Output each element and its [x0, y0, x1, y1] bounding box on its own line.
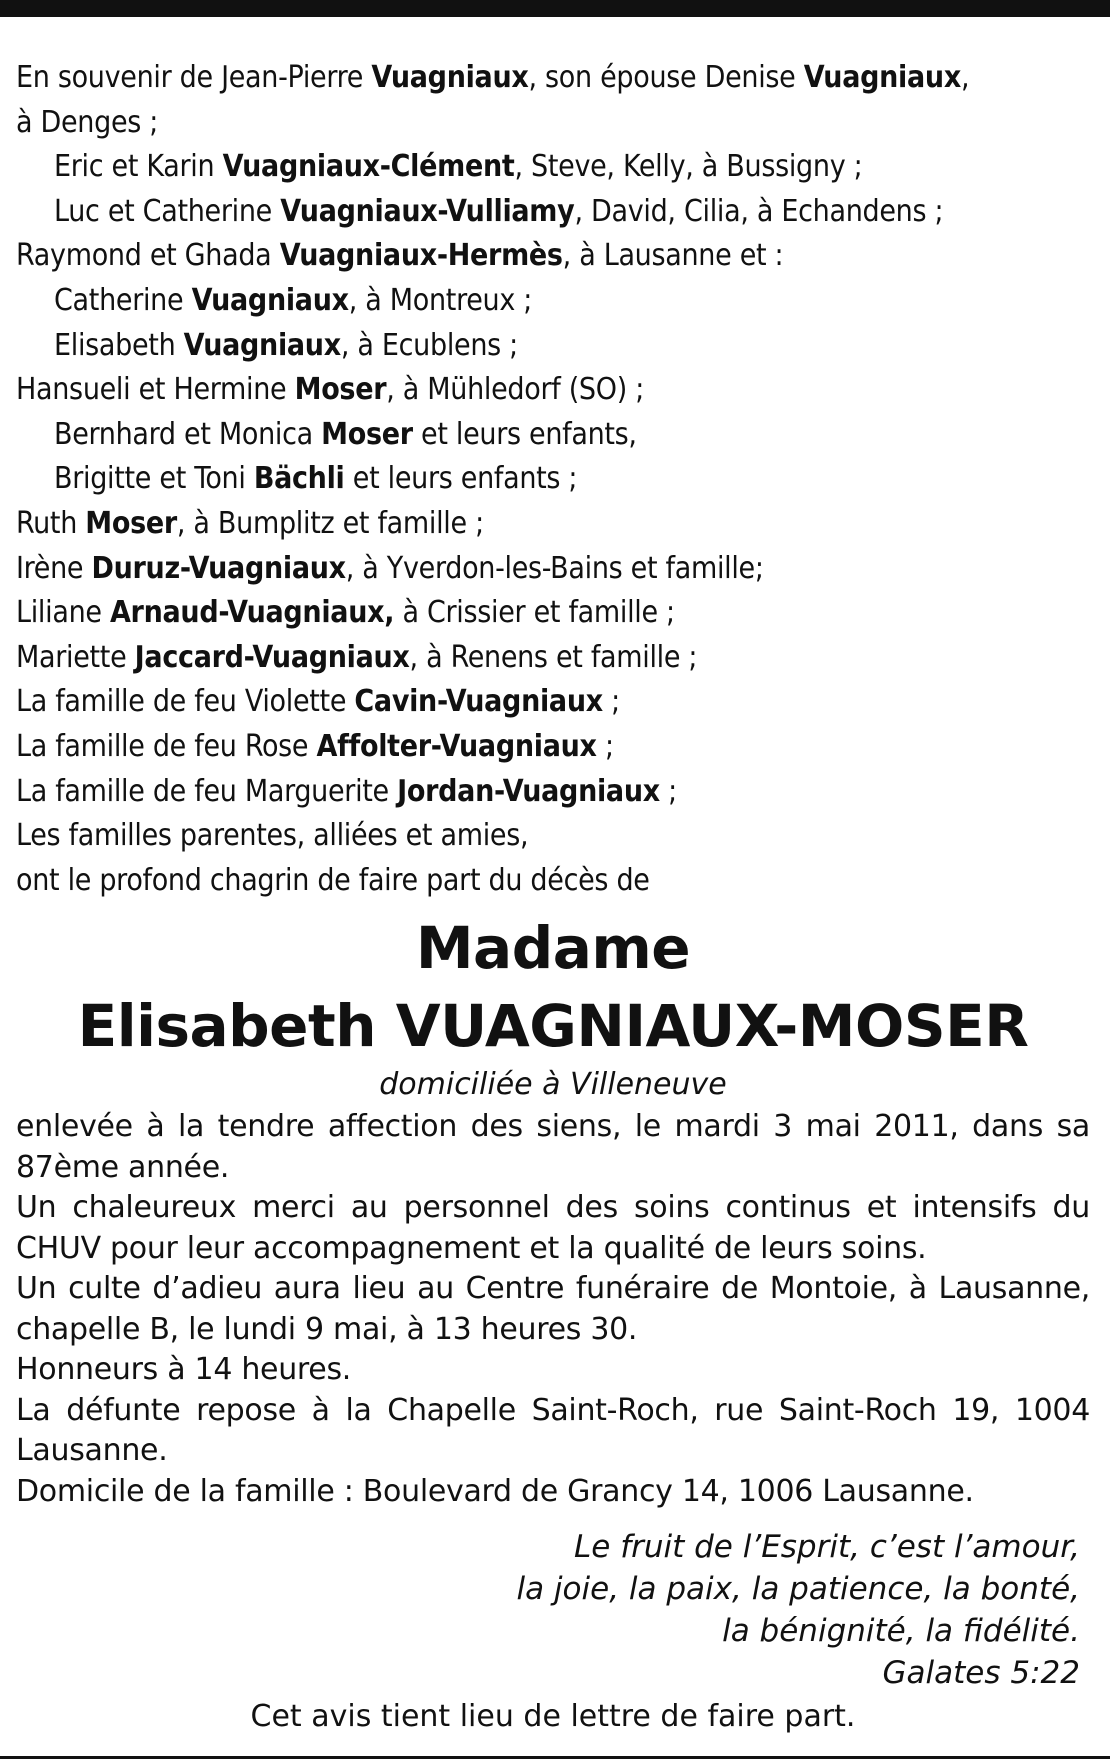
family-given-names: Catherine [54, 282, 192, 318]
verse-reference: Galates 5:22 [882, 1655, 1080, 1692]
family-details: ; [602, 684, 620, 720]
family-given-names: Brigitte et Toni [54, 461, 254, 497]
family-line [16, 725, 1090, 770]
family-name: Vuagniaux [803, 60, 961, 95]
family-details: ; [596, 728, 614, 764]
family-given-names: La famille de feu Rose [16, 728, 317, 764]
family-line [16, 636, 1090, 681]
repose-paragraph: La défunte repose à la Chapelle Saint-Roch, rue Saint-Roch 19, 1004 Lausanne. [16, 1392, 1090, 1469]
family-details: , à Mühledorf (SO) ; [386, 372, 645, 408]
verse-line: la joie, la paix, la patience, la bonté, [516, 1571, 1080, 1608]
family-name: Moser [321, 416, 413, 452]
service-paragraph: Un culte d’adieu aura lieu au Centre funéraire de Montoie, à Lausanne, chapelle B, le lundi 9 mai, à 13 heures 30. [16, 1271, 1090, 1347]
family-line [16, 413, 1090, 458]
family-details: , à Lausanne et : [562, 238, 784, 274]
deceased-name: Elisabeth VUAGNIAUX-MOSER [77, 992, 1029, 1061]
obituary-notice [16, 56, 1090, 1738]
family-details: , à Ecublens ; [340, 327, 518, 363]
family-given-names: Hansueli et Hermine [16, 372, 295, 408]
family-given-names: Ruth [16, 505, 86, 541]
intro-line [16, 56, 1090, 101]
family-name: Vuagniaux-Hermès [279, 238, 563, 274]
family-given-names: Liliane [16, 595, 110, 631]
family-details: , à Renens et famille ; [409, 639, 698, 675]
family-given-names: Irène [16, 550, 92, 586]
family-line [16, 279, 1090, 324]
family-details: , à Montreux ; [348, 282, 533, 318]
family-given-names: Eric et Karin [54, 149, 223, 185]
intro-line [16, 101, 1090, 146]
family-line [16, 680, 1090, 725]
family-details: , à Yverdon-les-Bains et famille; [345, 550, 764, 586]
family-line [16, 145, 1090, 190]
family-details: , Steve, Kelly, à Bussigny ; [514, 149, 863, 185]
intro-text: à Denges ; [16, 104, 159, 140]
family-line [16, 324, 1090, 369]
family-name: Affolter-Vuagniaux [316, 728, 597, 764]
family-name: Vuagniaux [183, 327, 341, 363]
family-line [16, 859, 1090, 904]
family-details: à Crissier et famille ; [394, 595, 675, 631]
family-given-names: Mariette [16, 639, 135, 675]
family-given-names: Bernhard et Monica [54, 416, 322, 452]
family-given-names: Raymond et Ghada [16, 238, 280, 274]
family-name: Bächli [253, 461, 345, 497]
deceased-residence: domiciliée à Villeneuve [379, 1067, 727, 1103]
family-details: et leurs enfants ; [344, 461, 578, 497]
thanks-paragraph: Un chaleureux merci au personnel des soins continus et intensifs du CHUV pour leur accompagnement et la qualité de leurs soins. [16, 1190, 1090, 1266]
top-border-rule [0, 0, 1110, 17]
family-given-names: Les familles parentes, alliées et amies, [16, 818, 529, 854]
family-name: Vuagniaux [371, 60, 529, 95]
family-details: , à Bumplitz et famille ; [176, 505, 484, 541]
family-address: Domicile de la famille : Boulevard de Grancy 14, 1006 Lausanne. [16, 1473, 974, 1509]
family-name: Duruz-Vuagniaux [91, 550, 346, 586]
family-name: Cavin-Vuagniaux [354, 684, 603, 720]
family-name: Jaccard-Vuagniaux [134, 639, 410, 675]
family-name: Vuagniaux-Vulliamy [280, 193, 575, 229]
honours-paragraph: Honneurs à 14 heures. [16, 1352, 352, 1388]
family-name: Arnaud-Vuagniaux, [109, 595, 395, 631]
family-name: Jordan-Vuagniaux [397, 773, 660, 809]
family-given-names: Luc et Catherine [54, 193, 281, 229]
family-line [16, 234, 1090, 279]
intro-text: En souvenir de Jean-Pierre [16, 60, 372, 95]
intro-text: , [960, 60, 970, 95]
closing-note: Cet avis tient lieu de lettre de faire part. [250, 1699, 856, 1735]
bottom-border-rule [0, 1756, 1110, 1759]
bible-verse [16, 1526, 1090, 1694]
family-line [16, 814, 1090, 859]
family-details: ; [659, 773, 677, 809]
family-details: , David, Cilia, à Echandens ; [574, 193, 944, 229]
verse-line: Le fruit de l’Esprit, c’est l’amour, [574, 1529, 1080, 1566]
family-line [16, 770, 1090, 815]
family-name: Moser [294, 372, 387, 408]
family-name: Moser [85, 505, 177, 541]
family-line [16, 457, 1090, 502]
family-given-names: La famille de feu Marguerite [16, 773, 398, 809]
family-given-names: Elisabeth [54, 327, 184, 363]
family-given-names: La famille de feu Violette [16, 684, 355, 720]
family-given-names: ont le profond chagrin de faire part du décès de [16, 862, 650, 898]
deceased-title: Madame [415, 914, 691, 983]
family-details: et leurs enfants, [412, 416, 637, 452]
family-line [16, 547, 1090, 592]
family-line [16, 190, 1090, 235]
family-name: Vuagniaux-Clément [222, 149, 515, 185]
family-name: Vuagniaux [191, 282, 349, 318]
verse-line: la bénignité, la fidélité. [722, 1613, 1080, 1650]
family-line [16, 591, 1090, 636]
death-announcement: enlevée à la tendre affection des siens, le mardi 3 mai 2011, dans sa 87ème année. [16, 1109, 1090, 1185]
family-line [16, 368, 1090, 413]
family-line [16, 502, 1090, 547]
intro-text: , son épouse Denise [528, 60, 804, 95]
